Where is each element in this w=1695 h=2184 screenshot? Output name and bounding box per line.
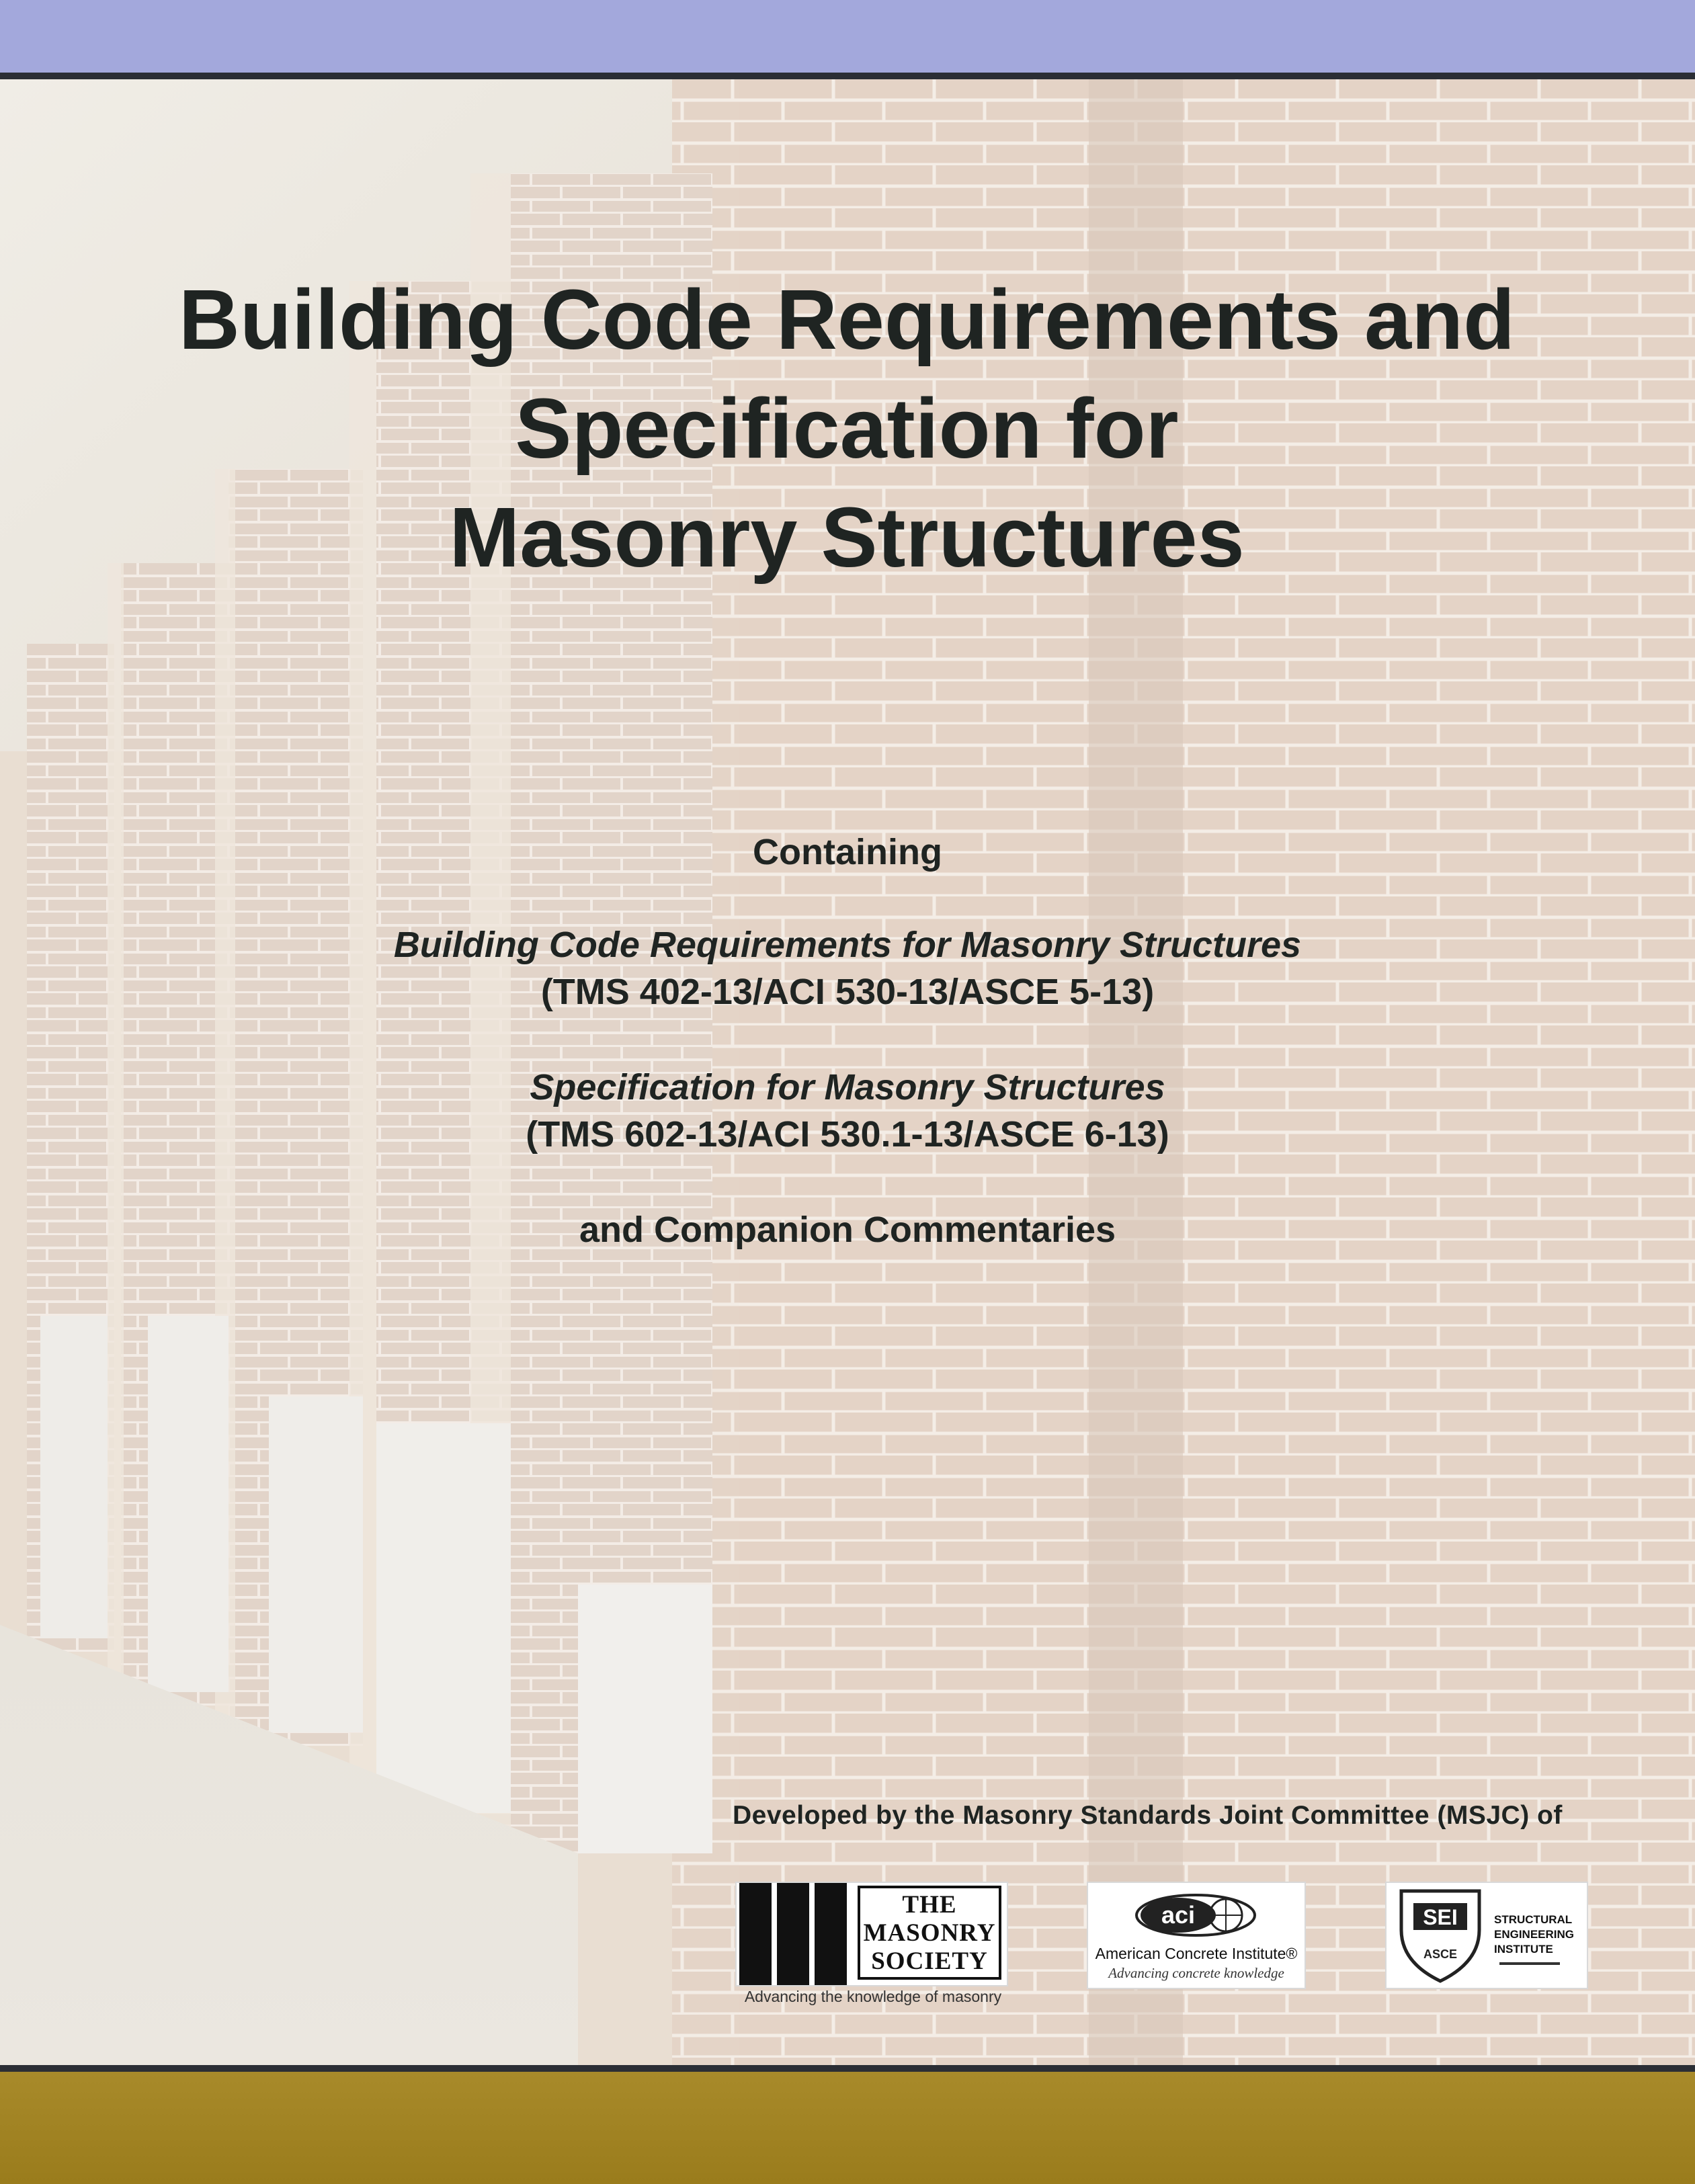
tms-line-2: MASONRY: [863, 1919, 996, 1947]
sei-shield-icon: [1387, 1883, 1494, 1988]
document-1: [0, 921, 1695, 1015]
title-line-2: Specification for: [515, 381, 1179, 476]
document-2-title: Specification for Masonry Structures: [530, 1067, 1165, 1107]
document-1-designation: (TMS 402-13/ACI 530-13/ASCE 5-13): [540, 972, 1155, 1012]
cover-title: [94, 265, 1600, 592]
sei-line-2: ENGINEERING: [1494, 1928, 1575, 1941]
sei-mark-text: SEI: [1423, 1905, 1458, 1929]
tms-line-3: SOCIETY: [871, 1947, 988, 1975]
top-divider-rule: [0, 73, 1695, 79]
sei-asce-text: ASCE: [1423, 1947, 1458, 1961]
title-line-1: Building Code Requirements and: [178, 272, 1516, 367]
tms-line-1: THE: [902, 1891, 957, 1919]
aci-mark-icon: [1088, 1883, 1305, 1945]
tms-logo: [735, 1882, 1008, 1986]
tms-tagline: Advancing the knowledge of masonry: [744, 1988, 1002, 2005]
sei-institute-name: [1494, 1913, 1581, 1957]
bottom-divider-rule: [0, 2065, 1695, 2072]
aci-tagline: Advancing concrete knowledge: [1108, 1965, 1284, 1981]
aci-mark-text: aci: [1161, 1901, 1196, 1929]
bottom-color-band: [0, 2072, 1695, 2184]
developed-by: Developed by the Masonry Standards Joint Committee (MSJC) of: [733, 1801, 1563, 1830]
tms-bars-icon: [737, 1883, 851, 1985]
sei-underline: [1499, 1962, 1560, 1965]
document-1-title: Building Code Requirements for Masonry Structures: [393, 925, 1302, 965]
sei-logo: [1385, 1882, 1588, 1989]
tms-wordmark: [858, 1886, 1001, 1980]
companion-commentaries: and Companion Commentaries: [579, 1210, 1116, 1250]
document-2: [0, 1064, 1695, 1158]
containing-label: Containing: [753, 832, 942, 872]
aci-logo: [1087, 1882, 1306, 1989]
document-2-designation: (TMS 602-13/ACI 530.1-13/ASCE 6-13): [526, 1114, 1169, 1154]
title-line-3: Masonry Structures: [449, 490, 1245, 585]
sei-line-3: INSTITUTE: [1494, 1943, 1553, 1956]
top-color-band: [0, 0, 1695, 73]
sei-line-1: STRUCTURAL: [1494, 1913, 1573, 1926]
aci-name: American Concrete Institute®: [1095, 1945, 1298, 1962]
